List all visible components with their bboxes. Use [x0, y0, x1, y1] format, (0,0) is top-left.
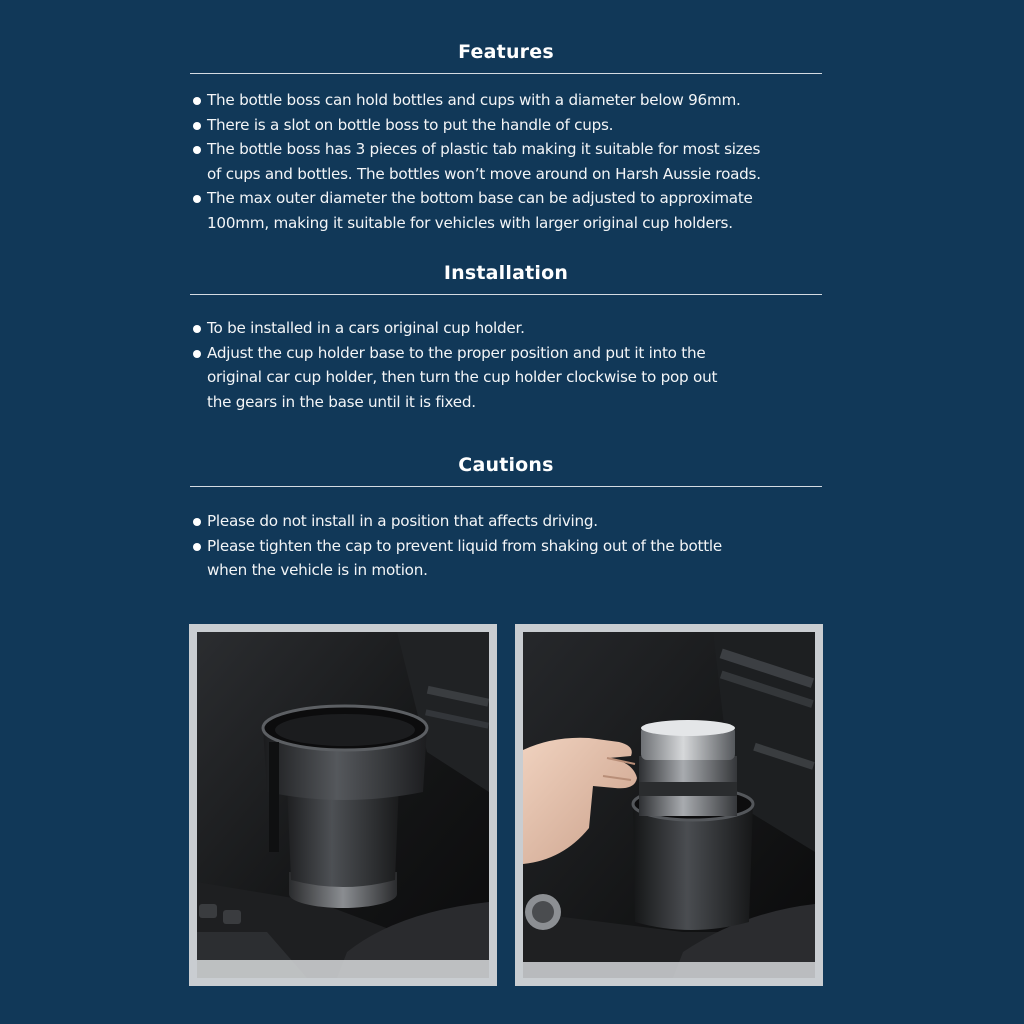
cautions-heading: Cautions	[458, 454, 554, 476]
features-heading: Features	[458, 41, 554, 63]
cup-holder-empty-illustration	[197, 632, 489, 978]
cup-holder-bottle-illustration	[523, 632, 815, 978]
photo-empty-holder	[189, 624, 497, 986]
list-item: Please tighten the cap to prevent liquid from shaking out of the bottle when the vehicle is in motion.	[191, 534, 831, 583]
features-divider	[190, 73, 822, 74]
installation-list	[191, 316, 831, 414]
cautions-section	[190, 454, 822, 487]
cautions-list	[191, 509, 831, 583]
installation-section	[190, 262, 822, 295]
list-item: Adjust the cup holder base to the proper position and put it into the original car cup holder, then turn the cup holder clockwise to pop out the gears in the base until it is fixed.	[191, 341, 831, 415]
cautions-divider	[190, 486, 822, 487]
list-item: The bottle boss can hold bottles and cups with a diameter below 96mm.	[191, 88, 831, 113]
list-item: Please do not install in a position that affects driving.	[191, 509, 831, 534]
installation-divider	[190, 294, 822, 295]
list-item: There is a slot on bottle boss to put the handle of cups.	[191, 113, 831, 138]
list-item: The max outer diameter the bottom base can be adjusted to approximate 100mm, making it suitable for vehicles with larger original cup holders.	[191, 186, 831, 235]
list-item: The bottle boss has 3 pieces of plastic tab making it suitable for most sizes of cups and bottles. The bottles won’t move around on Harsh Aussie roads.	[191, 137, 831, 186]
list-item: To be installed in a cars original cup holder.	[191, 316, 831, 341]
features-list	[191, 88, 831, 235]
features-section	[190, 41, 822, 74]
installation-heading: Installation	[443, 262, 569, 284]
photo-holder-with-bottle	[515, 624, 823, 986]
